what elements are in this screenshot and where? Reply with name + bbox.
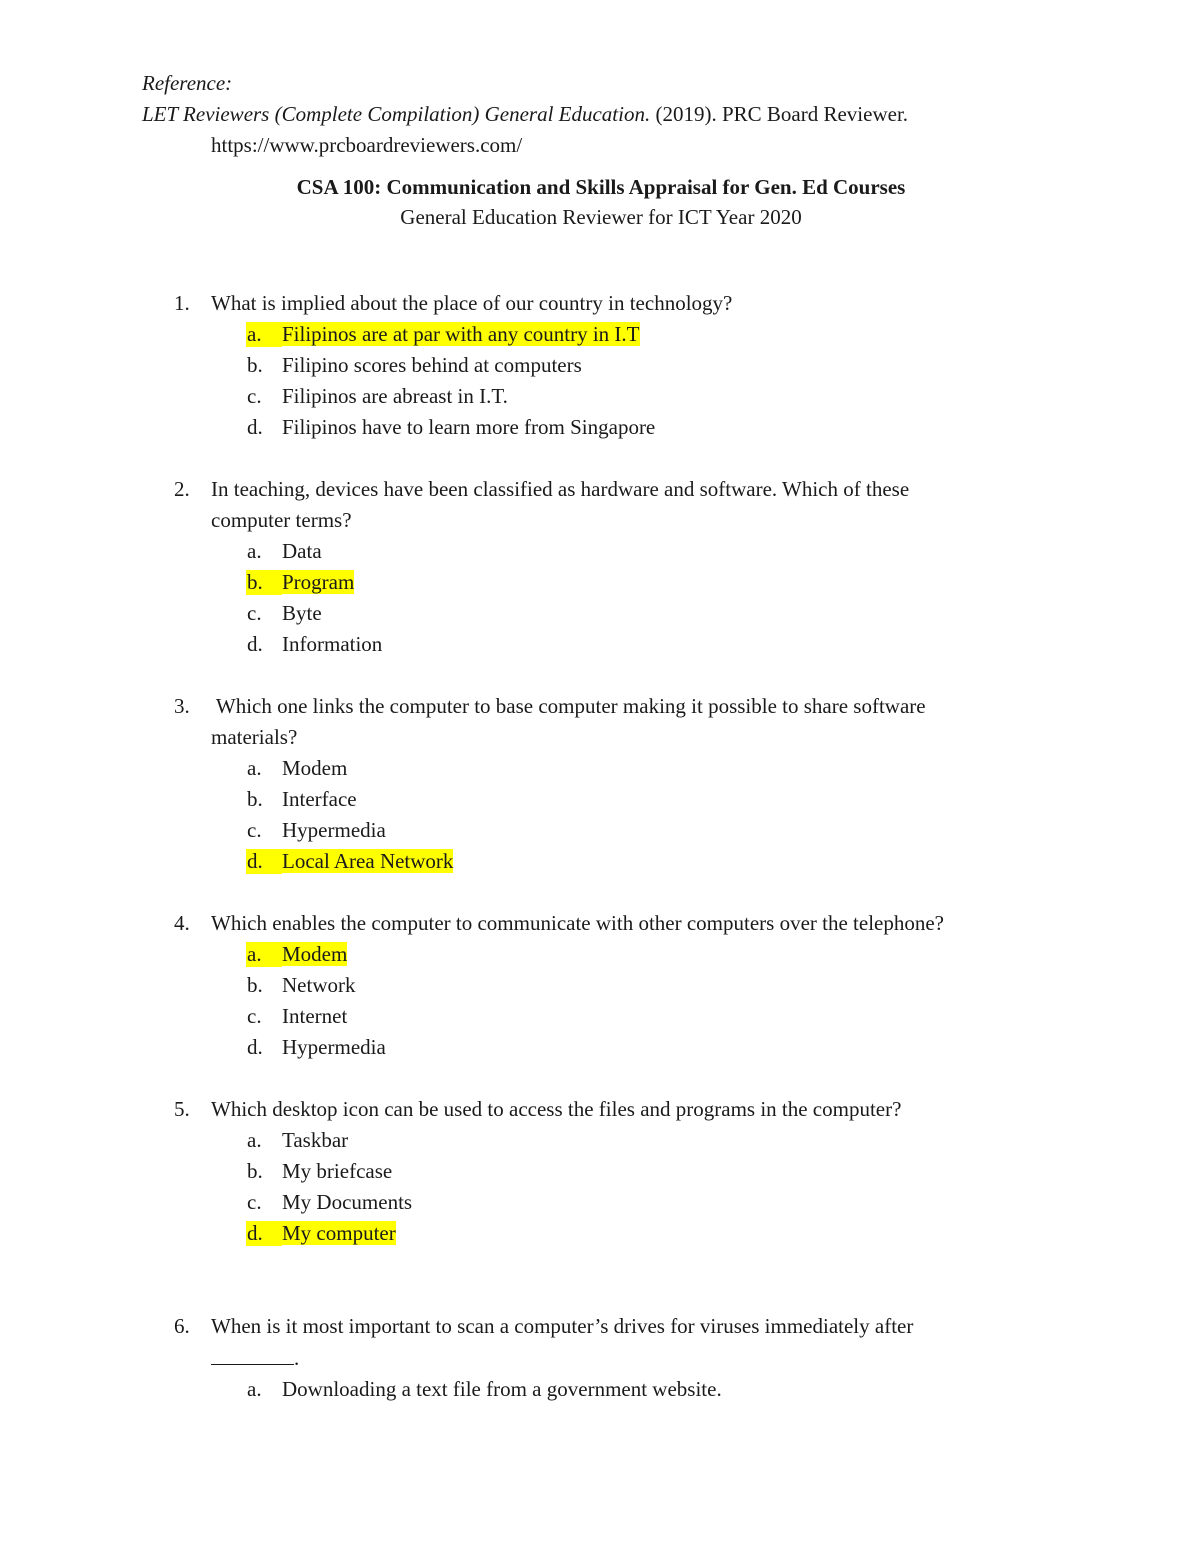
- question-text-continued: [0, 722, 1200, 753]
- question-2: [0, 474, 1200, 660]
- option-letter: b.: [247, 353, 263, 377]
- question-text-line-2: computer terms?: [211, 508, 352, 532]
- answer-option-highlighted: [0, 939, 1200, 970]
- option-text: Filipinos are abreast in I.T.: [282, 384, 508, 408]
- document-subtitle: General Education Reviewer for ICT Year 2020: [400, 205, 802, 229]
- answer-option: [0, 412, 1200, 443]
- option-letter: d.: [247, 415, 263, 439]
- question-3: [0, 691, 1200, 877]
- question-text-line-2: materials?: [211, 725, 298, 749]
- option-text: Taskbar: [282, 1128, 349, 1152]
- question-number: 6.: [174, 1314, 190, 1338]
- answer-option: [0, 1187, 1200, 1218]
- answer-option: [0, 1032, 1200, 1063]
- question-text: [0, 288, 1200, 319]
- option-letter: c.: [247, 818, 262, 842]
- option-text: Program: [282, 570, 355, 594]
- question-number: 2.: [174, 477, 190, 501]
- option-text: Interface: [282, 787, 357, 811]
- option-letter: d.: [247, 1221, 263, 1245]
- option-letter: c.: [247, 384, 262, 408]
- answer-option: [0, 970, 1200, 1001]
- option-text: Downloading a text file from a government website.: [282, 1377, 722, 1401]
- question-number: 3.: [174, 694, 190, 718]
- option-text: Filipinos are at par with any country in I.T: [282, 322, 640, 346]
- answer-option: [0, 1001, 1200, 1032]
- option-letter: a.: [247, 942, 262, 966]
- option-text: Modem: [282, 942, 348, 966]
- option-letter: b.: [247, 973, 263, 997]
- question-1: [0, 288, 1200, 443]
- question-text-line-1: In teaching, devices have been classified as hardware and software. Which of these: [211, 477, 910, 501]
- option-letter: d.: [247, 849, 263, 873]
- question-number: 5.: [174, 1097, 190, 1121]
- option-text: Modem: [282, 756, 348, 780]
- answer-option: [0, 350, 1200, 381]
- option-text: Filipino scores behind at computers: [282, 353, 582, 377]
- question-text-line-1: When is it most important to scan a computer’s drives for viruses immediately after: [211, 1314, 914, 1338]
- option-letter: a.: [247, 1377, 262, 1401]
- option-text: Network: [282, 973, 356, 997]
- answer-option: [0, 1374, 1200, 1405]
- reference-block: [142, 68, 908, 161]
- question-text-line-1: Which one links the computer to base computer making it possible to share software: [211, 694, 926, 718]
- citation-title: LET Reviewers (Complete Compilation) General Education.: [142, 102, 651, 126]
- option-text: Hypermedia: [282, 1035, 386, 1059]
- option-letter: a.: [247, 756, 262, 780]
- answer-option: [0, 753, 1200, 784]
- title-block: [0, 172, 1200, 231]
- question-5: [0, 1094, 1200, 1249]
- option-text: My computer: [282, 1221, 396, 1245]
- question-text-line-2: .: [294, 1346, 300, 1370]
- reference-url: https://www.prcboardreviewers.com/: [211, 133, 523, 157]
- answer-option: [0, 1125, 1200, 1156]
- answer-option-highlighted: [0, 319, 1200, 350]
- option-letter: b.: [247, 1159, 263, 1183]
- option-letter: b.: [247, 787, 263, 811]
- answer-option: [0, 536, 1200, 567]
- option-letter: c.: [247, 601, 262, 625]
- reference-citation: [142, 99, 908, 130]
- option-text: Information: [282, 632, 383, 656]
- option-letter: d.: [247, 1035, 263, 1059]
- option-text: My Documents: [282, 1190, 413, 1214]
- answer-option: [0, 1156, 1200, 1187]
- question-6: [0, 1311, 1200, 1405]
- citation-publisher: (2019). PRC Board Reviewer.: [650, 102, 909, 126]
- answer-option: [0, 815, 1200, 846]
- question-text-line-1: What is implied about the place of our country in technology?: [211, 291, 733, 315]
- question-number: 1.: [174, 291, 190, 315]
- question-text-line-1: Which desktop icon can be used to access the files and programs in the computer?: [211, 1097, 902, 1121]
- option-text: My briefcase: [282, 1159, 393, 1183]
- question-number: 4.: [174, 911, 190, 935]
- option-text: Data: [282, 539, 322, 563]
- option-letter: c.: [247, 1190, 262, 1214]
- question-text-continued: [0, 1342, 1200, 1374]
- option-letter: a.: [247, 539, 262, 563]
- answer-option: [0, 381, 1200, 412]
- question-list: [0, 288, 1200, 1405]
- question-4: [0, 908, 1200, 1063]
- option-text: Internet: [282, 1004, 348, 1028]
- question-text: [0, 1311, 1200, 1342]
- option-text: Filipinos have to learn more from Singapore: [282, 415, 656, 439]
- option-letter: a.: [247, 1128, 262, 1152]
- question-text: [0, 474, 1200, 505]
- option-letter: c.: [247, 1004, 262, 1028]
- option-text: Hypermedia: [282, 818, 386, 842]
- answer-blank: [211, 1342, 294, 1365]
- reference-label: Reference:: [142, 71, 233, 95]
- question-text-continued: [0, 505, 1200, 536]
- question-text-line-1: Which enables the computer to communicate with other computers over the telephone?: [211, 911, 944, 935]
- question-text: [0, 908, 1200, 939]
- answer-option: [0, 598, 1200, 629]
- option-text: Byte: [282, 601, 322, 625]
- answer-option-highlighted: [0, 846, 1200, 877]
- answer-option: [0, 784, 1200, 815]
- answer-option-highlighted: [0, 1218, 1200, 1249]
- option-text: Local Area Network: [282, 849, 454, 873]
- option-letter: b.: [247, 570, 263, 594]
- question-text: [0, 1094, 1200, 1125]
- document-title: CSA 100: Communication and Skills Appraisal for Gen. Ed Courses: [296, 175, 906, 199]
- question-text: [0, 691, 1200, 722]
- option-letter: a.: [247, 322, 262, 346]
- answer-option: [0, 629, 1200, 660]
- answer-option-highlighted: [0, 567, 1200, 598]
- option-letter: d.: [247, 632, 263, 656]
